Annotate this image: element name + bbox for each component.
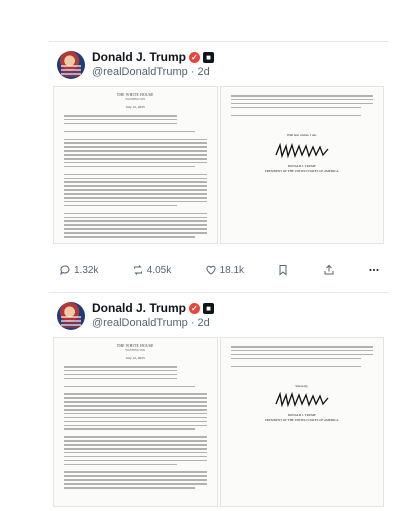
signature bbox=[272, 141, 332, 161]
author-row bbox=[92, 50, 214, 64]
post-media[interactable] bbox=[53, 337, 384, 507]
author-handle[interactable]: @realDonaldTrump bbox=[92, 66, 188, 78]
share-icon bbox=[323, 264, 335, 276]
letter-header: THE WHITE HOUSE bbox=[116, 93, 154, 97]
letter-body bbox=[221, 346, 384, 367]
government-badge-icon: ■ bbox=[203, 303, 214, 314]
letter-subheader: WASHINGTON bbox=[125, 348, 146, 352]
letter-header: THE WHITE HOUSE bbox=[116, 344, 154, 348]
letter-closing: Sincerely, bbox=[295, 384, 309, 388]
more-button[interactable] bbox=[368, 264, 380, 276]
post-1[interactable] bbox=[49, 41, 388, 286]
handle-row bbox=[92, 66, 210, 78]
letter-body bbox=[54, 115, 217, 238]
government-badge-icon: ■ bbox=[203, 52, 214, 63]
repost-count: 4.05k bbox=[146, 264, 172, 276]
letter-subheader: WASHINGTON bbox=[125, 97, 146, 101]
like-icon bbox=[205, 264, 217, 276]
letter-date: July 12, 2025 bbox=[125, 356, 145, 360]
share-button[interactable] bbox=[323, 264, 335, 276]
post-time[interactable]: 2d bbox=[197, 66, 210, 78]
post-media[interactable] bbox=[53, 86, 384, 244]
like-button[interactable] bbox=[205, 264, 244, 276]
letter-body bbox=[54, 366, 217, 489]
bookmark-icon bbox=[277, 264, 289, 276]
handle-row bbox=[92, 317, 210, 329]
post-2[interactable] bbox=[49, 292, 388, 511]
letter-signer-title: PRESIDENT OF THE UNITED STATES OF AMERICA bbox=[264, 169, 339, 173]
letter-signer-title: PRESIDENT OF THE UNITED STATES OF AMERICA bbox=[264, 418, 339, 422]
post-header bbox=[57, 301, 377, 333]
reply-icon bbox=[59, 264, 71, 276]
letter-body bbox=[221, 95, 384, 116]
avatar[interactable] bbox=[57, 302, 85, 330]
more-icon bbox=[368, 264, 380, 276]
letter-page-2[interactable] bbox=[220, 86, 385, 244]
author-name[interactable]: Donald J. Trump bbox=[92, 50, 187, 64]
verified-badge-icon: ✓ bbox=[189, 52, 200, 63]
post-actions bbox=[59, 262, 380, 278]
author-handle[interactable]: @realDonaldTrump bbox=[92, 317, 188, 329]
author-name[interactable]: Donald J. Trump bbox=[92, 301, 187, 315]
letter-page-1[interactable] bbox=[53, 86, 218, 244]
letter-page-1[interactable] bbox=[53, 337, 218, 507]
letter-closing: With best wishes, I am, bbox=[286, 133, 317, 137]
separator: · bbox=[190, 66, 195, 78]
letter-signer: DONALD J. TRUMP bbox=[287, 164, 316, 168]
post-time[interactable]: 2d bbox=[197, 317, 210, 329]
letter-page-2[interactable] bbox=[220, 337, 385, 507]
separator: · bbox=[190, 317, 195, 329]
letter-date: July 12, 2025 bbox=[125, 105, 145, 109]
author-row bbox=[92, 301, 214, 315]
post-header bbox=[57, 50, 377, 82]
reply-count: 1.32k bbox=[74, 264, 99, 276]
verified-badge-icon: ✓ bbox=[189, 303, 200, 314]
bookmark-button[interactable] bbox=[277, 264, 289, 276]
signature bbox=[272, 390, 332, 410]
letter-signer: DONALD J. TRUMP bbox=[287, 413, 316, 417]
like-count: 18.1k bbox=[219, 264, 245, 276]
repost-icon bbox=[132, 264, 144, 276]
avatar[interactable] bbox=[57, 51, 85, 79]
reply-button[interactable] bbox=[59, 264, 98, 276]
repost-button[interactable] bbox=[132, 264, 171, 276]
